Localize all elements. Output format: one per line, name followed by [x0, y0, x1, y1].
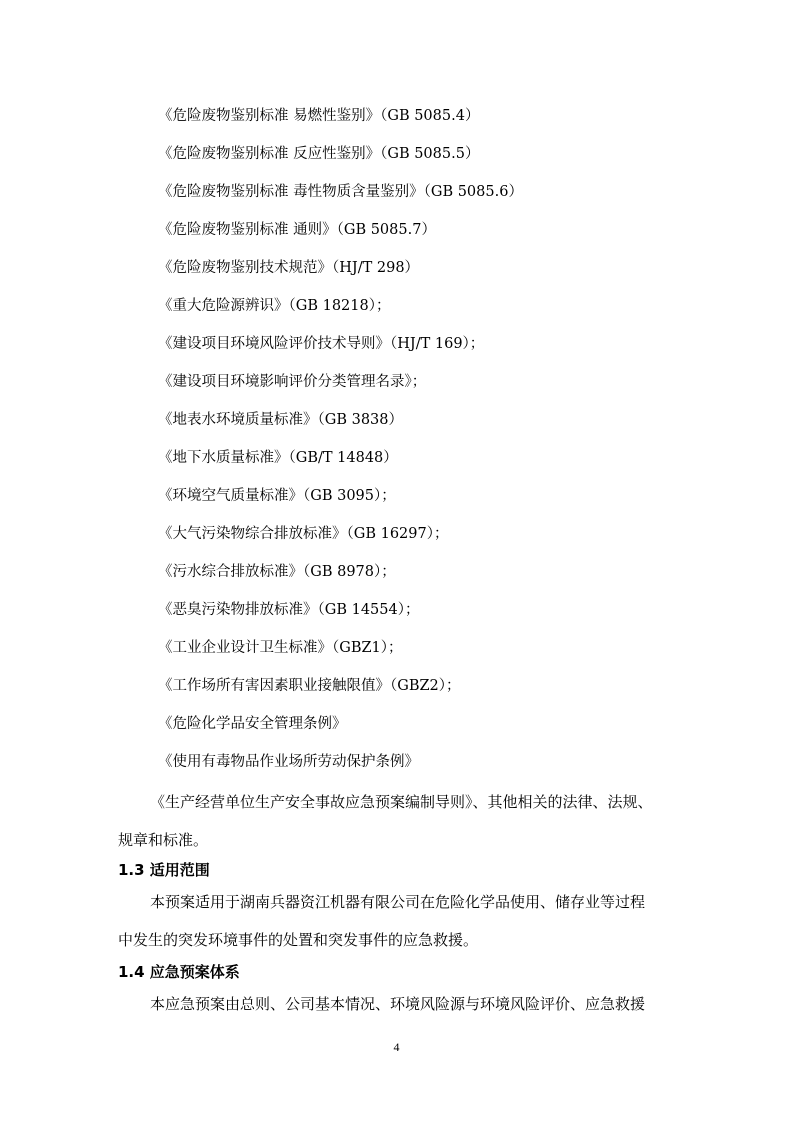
standard-item: 《恶臭污染物排放标准》（GB 14554）； [158, 602, 420, 618]
paragraph-line: 中发生的突发环境事件的处置和突发事件的应急救援。 [118, 931, 479, 949]
standard-item: 《危险废物鉴别技术规范》（HJ/T 298） [158, 260, 420, 276]
standard-item: 《工业企业设计卫生标准》（GBZ1）； [158, 640, 403, 656]
standard-item: 《工作场所有害因素职业接触限值》（GBZ2）； [158, 678, 461, 694]
section-heading-scope: 1.3 适用范围 [118, 861, 210, 879]
system-paragraph [118, 994, 683, 1014]
page-number: 4 [393, 1040, 400, 1054]
standard-item: 《危险废物鉴别标准 通则》（GB 5085.7） [158, 222, 436, 238]
standard-item: 《建设项目环境影响评价分类管理名录》； [158, 374, 427, 390]
standard-item: 《使用有毒物品作业场所劳动保护条例》 [158, 754, 419, 770]
standard-item: 《危险废物鉴别标准 反应性鉴别》（GB 5085.5） [158, 146, 480, 162]
standard-item: 《环境空气质量标准》（GB 3095）； [158, 488, 396, 504]
standard-item: 《地下水质量标准》（GB/T 14848） [158, 450, 398, 466]
paragraph-line: 《生产经营单位生产安全事故应急预案编制导则》、其他相关的法律、法规、 [150, 793, 653, 811]
standard-item: 《污水综合排放标准》（GB 8978）； [158, 564, 396, 580]
scope-paragraph [118, 892, 683, 949]
standard-item: 《建设项目环境风险评价技术导则》（HJ/T 169）； [158, 336, 485, 352]
standard-item: 《危险废物鉴别标准 毒性物质含量鉴别》（GB 5085.6） [158, 184, 523, 200]
paragraph-line: 本预案适用于湖南兵器资江机器有限公司在危险化学品使用、储存业等过程 [150, 893, 646, 911]
standard-item: 《重大危险源辨识》（GB 18218）； [158, 298, 391, 314]
standard-item: 《大气污染物综合排放标准》（GB 16297）； [158, 526, 449, 542]
standards-closing-paragraph [118, 792, 683, 849]
paragraph-line: 本应急预案由总则、公司基本情况、环境风险源与环境风险评价、应急救援 [150, 995, 646, 1013]
standard-item: 《危险化学品安全管理条例》 [158, 716, 347, 732]
paragraph-line: 规章和标准。 [118, 831, 209, 849]
standard-item: 《地表水环境质量标准》（GB 3838） [158, 412, 403, 428]
section-heading-system: 1.4 应急预案体系 [118, 963, 240, 981]
standard-item: 《危险废物鉴别标准 易燃性鉴别》（GB 5085.4） [158, 108, 480, 124]
